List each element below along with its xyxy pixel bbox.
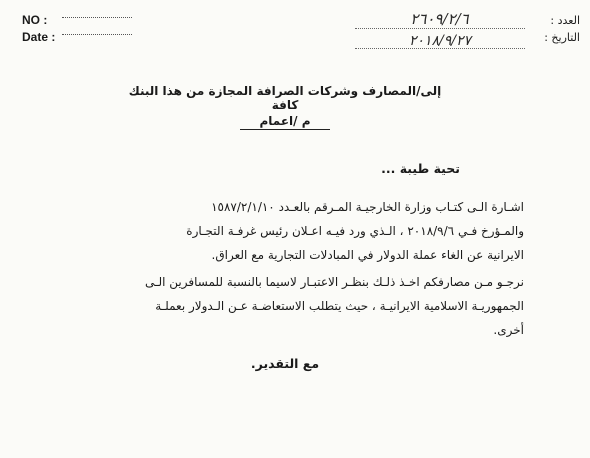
date-label: Date :	[22, 30, 56, 44]
paragraph-line: الجمهوريـة الاسلامية الايرانيـة ، حيث يتطلب الاستعاضـة عـن الـدولار بعملـة	[155, 299, 524, 313]
recipient-line: إلى/المصارف وشركات الصرافة المجازة من هذا البنك كافة	[128, 84, 442, 112]
paragraph-line: اشـارة الـى كتـاب وزارة الخارجيـة المـرقم بالعـدد ١٥٨٧/٢/١/١٠	[211, 200, 524, 214]
paragraph-line: والمـؤرخ فـي ٢٠١٨/٩/٦ ، الـذي ورد فيـه اعـلان رئيس غرفـة التجـارة	[186, 224, 524, 238]
date-label-ar: التاريخ :	[544, 31, 580, 44]
number-field-line	[355, 28, 525, 29]
no-label: NO :	[22, 13, 48, 27]
no-field-line	[62, 17, 132, 18]
subject-line: م /اعمام	[240, 114, 330, 130]
number-label-ar: العدد :	[550, 14, 580, 27]
paragraph-2	[62, 270, 524, 342]
paragraph-line: الايرانية عن الغاء عملة الدولار في المبادلات التجارية مع العراق.	[211, 248, 524, 262]
date-field-line	[62, 34, 132, 35]
paragraph-line: أخرى.	[493, 323, 524, 337]
handwritten-number: ٢٦٠٩/٢/٦	[410, 10, 469, 28]
paragraph-1	[62, 195, 524, 267]
handwritten-date: ٢٠١٨/٩/٢٧	[408, 33, 472, 49]
date-field-line-ar	[355, 48, 525, 49]
closing-line: مع التقدير.	[250, 356, 320, 371]
reference-block-en	[22, 12, 55, 46]
paragraph-line: نرجـو مـن مصارفكم اخـذ ذلـك بنظـر الاعتبـار لاسيما بالنسبة للمسافرين الـى	[144, 275, 524, 289]
reference-block-ar	[520, 12, 580, 46]
greeting: تحية طيبة ...	[381, 161, 460, 176]
